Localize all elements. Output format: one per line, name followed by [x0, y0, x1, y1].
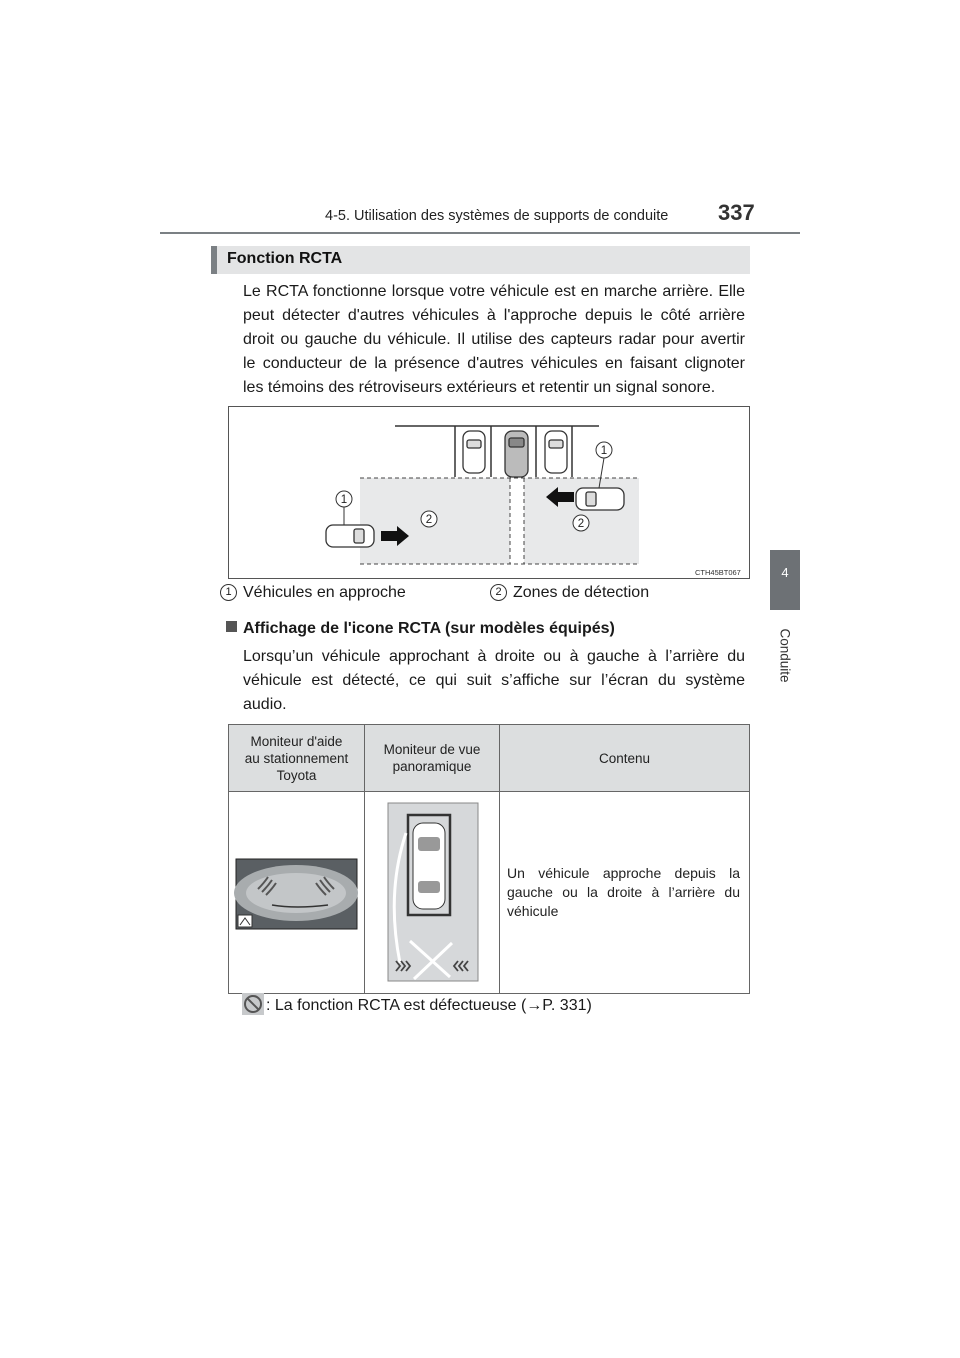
sub-intro-line: véhicule est détecté, ce qui suit s’affiche sur l’écran du système [243, 672, 745, 689]
legend-item-1 [220, 584, 406, 602]
arrow-icon: → [526, 997, 543, 1014]
col-header-toyota: Moniteur d'aide au stationnement Toyota [229, 725, 365, 792]
parked-car-1 [463, 431, 485, 473]
col-header-content: Contenu [500, 725, 750, 792]
parking-diagram [229, 407, 749, 578]
intro-line: Le RCTA fonctionne lorsque votre véhicule est en marche arrière. Elle [243, 283, 745, 300]
parked-car-own [505, 431, 528, 477]
legend-number: 1 [220, 584, 237, 601]
subsection-heading [226, 620, 615, 638]
subsection-title: Affichage de l'icone RCTA (sur modèles équipés) [243, 620, 615, 637]
sub-intro-paragraph [243, 645, 745, 717]
content-cell [500, 792, 750, 994]
intro-line: les témoins des rétroviseurs extérieurs et retentir un signal sonore. [243, 379, 716, 396]
approaching-car-right [576, 488, 624, 510]
intro-line: droit ou gauche du véhicule. Il utilise des capteurs radar pour avertir [243, 331, 745, 348]
running-header: 4-5. Utilisation des systèmes de supports de conduite [325, 208, 669, 224]
chapter-label-text: Conduite [777, 628, 793, 683]
legend-number: 2 [490, 584, 507, 601]
callout-label: 1 [600, 445, 608, 457]
square-bullet-icon [226, 621, 237, 632]
toyota-monitor-cell [229, 792, 365, 994]
fault-text: : La fonction RCTA est défectueuse ( [266, 997, 527, 1014]
rcta-fault-icon [242, 993, 264, 1015]
page-number: 337 [718, 200, 755, 225]
approaching-car-left [326, 525, 374, 547]
sub-intro-line: audio. [243, 696, 287, 713]
fault-note [242, 993, 592, 1015]
panoramic-monitor-screen [366, 793, 498, 987]
content-description: Un véhicule approche depuis la gauche ou la droite à l’arrière du véhicule [507, 865, 740, 919]
sub-intro-line: Lorsqu’un véhicule approchant à droite ou à gauche à l’arrière du [243, 648, 745, 665]
section-heading [211, 246, 750, 274]
legend-text: Véhicules en approche [243, 584, 406, 601]
section-title: Fonction RCTA [227, 250, 343, 267]
panoramic-monitor-cell [365, 792, 500, 994]
callout-label: 1 [340, 494, 348, 506]
chapter-label [765, 618, 805, 698]
col-header-panoramic: Moniteur de vue panoramique [365, 725, 500, 792]
icon-table [228, 724, 750, 994]
toyota-monitor-screen [230, 793, 363, 987]
chapter-tab: 4 [770, 550, 800, 610]
page-reference[interactable]: P. 331) [542, 997, 592, 1014]
callout-label: 2 [425, 514, 433, 526]
intro-line: peut détecter d'autres véhicules à l'approche depuis le côté arrière [243, 307, 745, 324]
figure-code: CTH45BT067 [695, 568, 741, 577]
intro-paragraph [243, 280, 745, 400]
legend-item-2 [490, 584, 649, 602]
callout-label: 2 [577, 518, 585, 530]
rcta-illustration [228, 406, 750, 579]
legend-text: Zones de détection [513, 584, 650, 601]
header-rule [160, 232, 800, 234]
parked-car-3 [545, 431, 567, 473]
intro-line: le conducteur de la présence d'autres véhicules en faisant clignoter [243, 355, 745, 372]
